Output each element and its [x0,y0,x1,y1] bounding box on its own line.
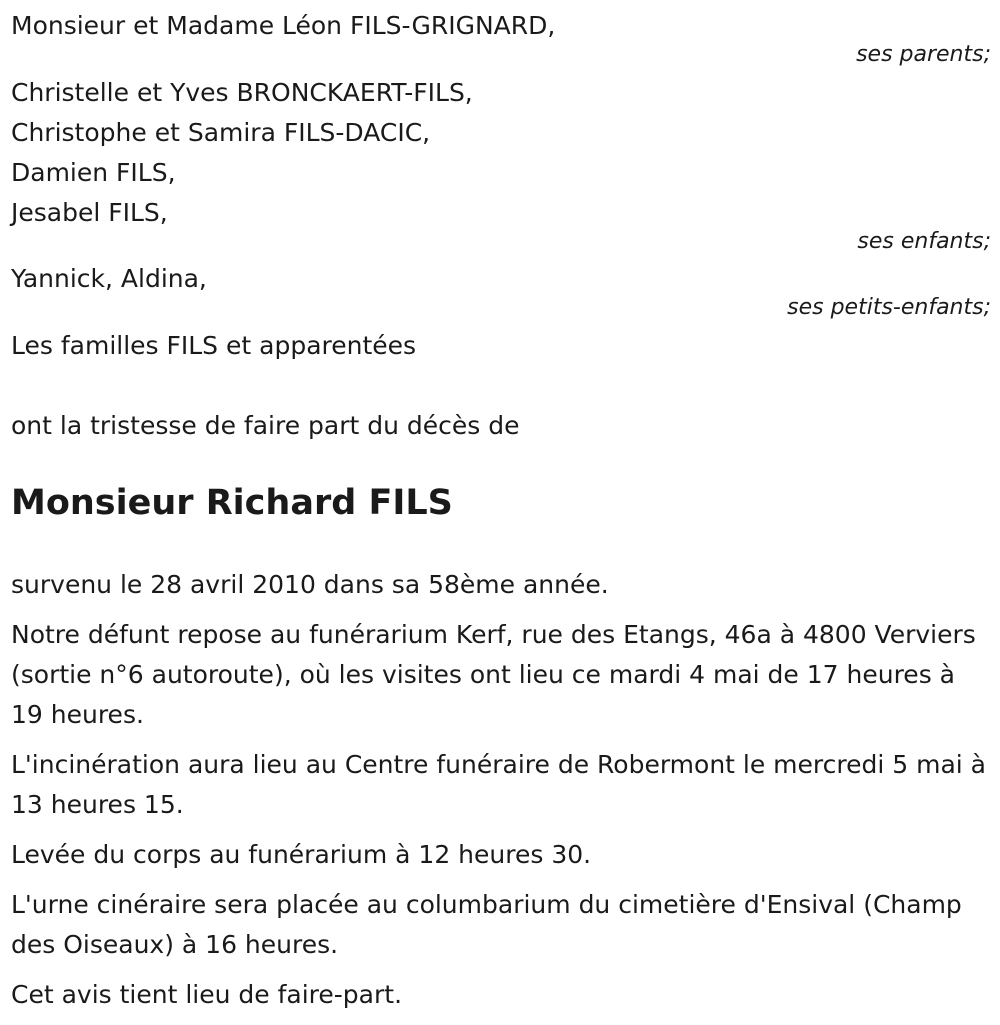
obituary-notice [11,0,991,1025]
deceased-name: Monsieur Richard FILS [11,483,453,523]
grandchildren-block [11,259,991,323]
parents-line: Monsieur et Madame Léon FILS-GRIGNARD, [11,11,556,40]
detail-paragraph: Notre défunt repose au funérarium Kerf, rue des Etangs, 46a à 4800 Verviers (sortie n°6 autoroute), où les visites ont lieu ce mardi 4 mai de 17 heures à 19 heures. [11,620,976,729]
grandchildren-role: ses petits-enfants; [787,295,991,320]
detail-paragraph: L'urne cinéraire sera placée au columbarium du cimetière d'Ensival (Champ des Oiseaux) à 16 heures. [11,890,962,959]
families-line: Les familles FILS et apparentées [11,331,417,360]
detail-paragraph: Cet avis tient lieu de faire-part. [11,980,403,1009]
child-line: Christophe et Samira FILS-DACIC, [11,118,431,147]
children-block [11,73,991,257]
child-line: Jesabel FILS, [11,198,168,227]
announcement-line: ont la tristesse de faire part du décès de [11,411,520,440]
parents-block [11,0,991,70]
children-role: ses enfants; [857,229,991,254]
detail-paragraph: survenu le 28 avril 2010 dans sa 58ème année. [11,570,609,599]
parents-role: ses parents; [856,42,991,67]
grandchild-line: Yannick, Aldina, [11,264,207,293]
child-line: Damien FILS, [11,158,176,187]
detail-paragraph: L'incinération aura lieu au Centre funéraire de Robermont le mercredi 5 mai à 13 heures 15. [11,750,986,819]
detail-paragraph: Levée du corps au funérarium à 12 heures 30. [11,840,592,869]
details-block [11,565,991,1015]
child-line: Christelle et Yves BRONCKAERT-FILS, [11,78,473,107]
